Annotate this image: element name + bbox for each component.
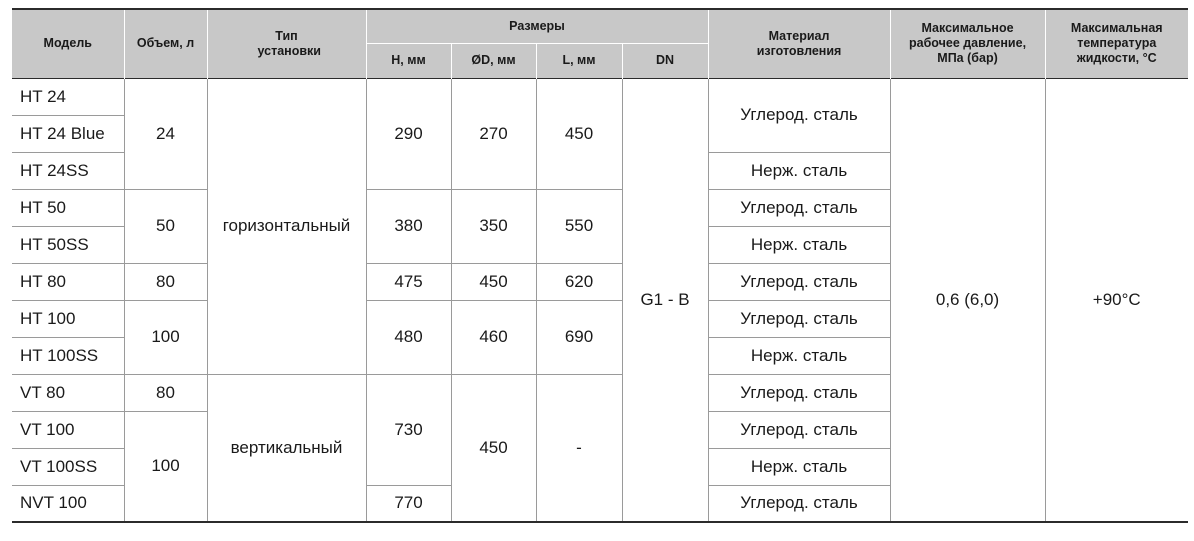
volume-cell: 100 <box>124 300 207 374</box>
d-cell: 450 <box>451 374 536 522</box>
header-temperature: Максимальная температура жидкости, °C <box>1045 9 1188 78</box>
header-l: L, мм <box>536 43 622 78</box>
material-cell: Углерод. сталь <box>708 300 890 337</box>
header-type: Тип установки <box>207 9 366 78</box>
material-cell: Нерж. сталь <box>708 448 890 485</box>
header-dn: DN <box>622 43 708 78</box>
material-cell: Углерод. сталь <box>708 411 890 448</box>
material-cell: Углерод. сталь <box>708 189 890 226</box>
material-cell: Углерод. сталь <box>708 78 890 152</box>
l-cell: 550 <box>536 189 622 263</box>
model-cell: HT 80 <box>12 263 124 300</box>
model-cell: HT 24 Blue <box>12 115 124 152</box>
material-cell: Нерж. сталь <box>708 226 890 263</box>
material-cell: Углерод. сталь <box>708 374 890 411</box>
material-cell: Углерод. сталь <box>708 485 890 522</box>
temperature-cell: +90°C <box>1045 78 1188 522</box>
header-volume: Объем, л <box>124 9 207 78</box>
header-d: ØD, мм <box>451 43 536 78</box>
spec-table <box>12 8 1188 523</box>
volume-cell: 24 <box>124 78 207 189</box>
l-cell: 620 <box>536 263 622 300</box>
model-cell: HT 50SS <box>12 226 124 263</box>
model-cell: VT 100 <box>12 411 124 448</box>
d-cell: 460 <box>451 300 536 374</box>
pressure-cell: 0,6 (6,0) <box>890 78 1045 522</box>
d-cell: 350 <box>451 189 536 263</box>
model-cell: NVT 100 <box>12 485 124 522</box>
l-cell: 450 <box>536 78 622 189</box>
header-h: H, мм <box>366 43 451 78</box>
header-model: Модель <box>12 9 124 78</box>
header-sizes: Размеры <box>366 9 708 43</box>
volume-cell: 100 <box>124 411 207 522</box>
model-cell: VT 100SS <box>12 448 124 485</box>
model-cell: HT 50 <box>12 189 124 226</box>
model-cell: VT 80 <box>12 374 124 411</box>
l-cell: - <box>536 374 622 522</box>
material-cell: Нерж. сталь <box>708 152 890 189</box>
dn-cell: G1 - B <box>622 78 708 522</box>
model-cell: HT 24 <box>12 78 124 115</box>
h-cell: 730 <box>366 374 451 485</box>
table-header <box>12 9 1188 78</box>
spec-table-container <box>12 8 1188 523</box>
model-cell: HT 24SS <box>12 152 124 189</box>
volume-cell: 50 <box>124 189 207 263</box>
type-cell: вертикальный <box>207 374 366 522</box>
volume-cell: 80 <box>124 374 207 411</box>
model-cell: HT 100SS <box>12 337 124 374</box>
h-cell: 380 <box>366 189 451 263</box>
material-cell: Углерод. сталь <box>708 263 890 300</box>
h-cell: 480 <box>366 300 451 374</box>
h-cell: 770 <box>366 485 451 522</box>
table-body <box>12 78 1188 522</box>
material-cell: Нерж. сталь <box>708 337 890 374</box>
d-cell: 450 <box>451 263 536 300</box>
header-pressure: Максимальное рабочее давление, МПа (бар) <box>890 9 1045 78</box>
header-material: Материал изготовления <box>708 9 890 78</box>
model-cell: HT 100 <box>12 300 124 337</box>
h-cell: 290 <box>366 78 451 189</box>
volume-cell: 80 <box>124 263 207 300</box>
l-cell: 690 <box>536 300 622 374</box>
table-row <box>12 78 1188 115</box>
d-cell: 270 <box>451 78 536 189</box>
h-cell: 475 <box>366 263 451 300</box>
type-cell: горизонтальный <box>207 78 366 374</box>
